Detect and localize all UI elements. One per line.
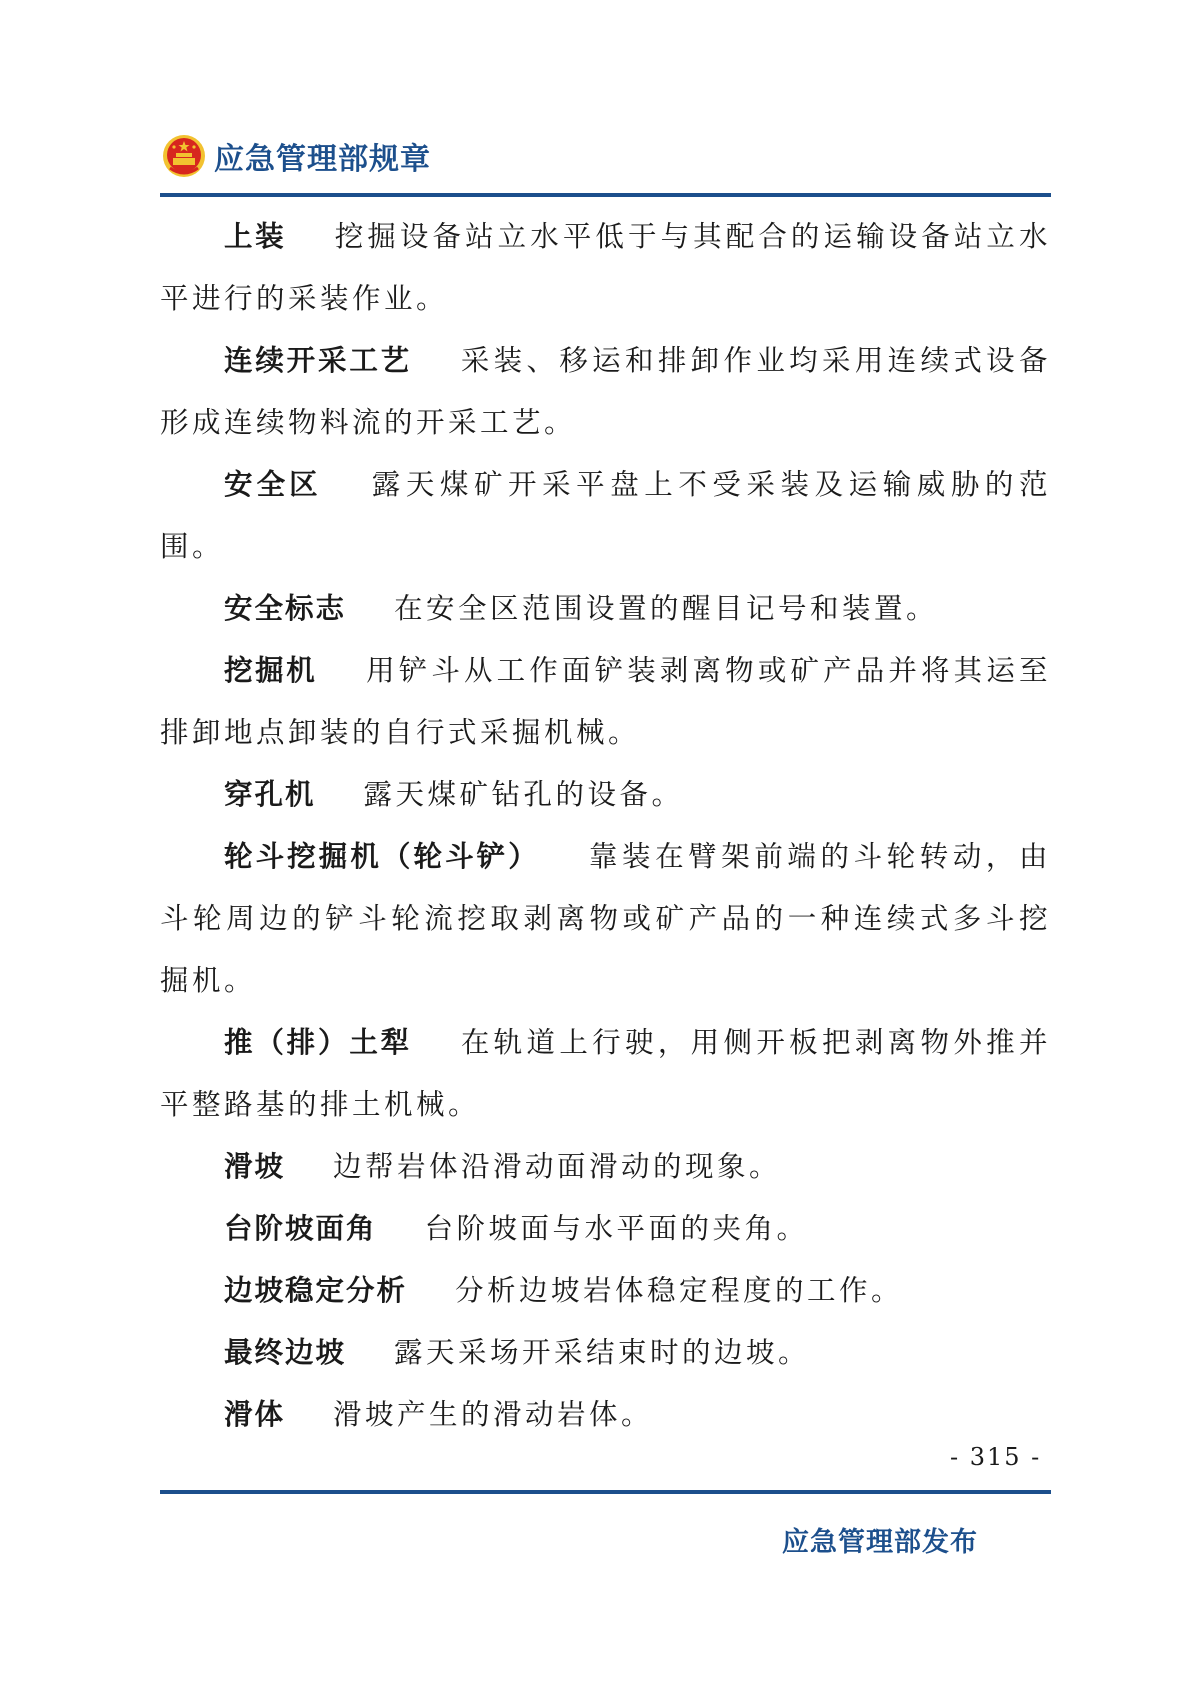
glossary-entry — [160, 764, 1051, 826]
glossary-entry — [160, 1384, 1051, 1446]
national-emblem-icon — [162, 134, 206, 178]
entry-definition: 滑坡产生的滑动岩体。 — [333, 1398, 654, 1431]
glossary-entry — [160, 578, 1051, 640]
entry-term: 安全标志 — [224, 592, 347, 625]
entry-definition: 采装、移运和排卸作业均采用连续式设备形成连续物料流的开采工艺。 — [160, 344, 1051, 439]
entry-term: 轮斗挖掘机（轮斗铲） — [224, 840, 540, 873]
page-number: - 315 - — [950, 1443, 1042, 1471]
entry-definition: 在轨道上行驶，用侧开板把剥离物外推并平整路基的排土机械。 — [160, 1026, 1051, 1121]
entry-definition: 露天煤矿钻孔的设备。 — [363, 778, 684, 811]
glossary-entry — [160, 1012, 1051, 1136]
entry-definition: 挖掘设备站立水平低于与其配合的运输设备站立水平进行的采装作业。 — [160, 220, 1051, 315]
entry-term: 连续开采工艺 — [224, 344, 412, 377]
glossary-content — [160, 206, 1051, 1446]
entry-term: 滑坡 — [224, 1150, 286, 1183]
entry-term: 挖掘机 — [224, 654, 318, 687]
glossary-entry — [160, 640, 1051, 764]
glossary-entry — [160, 1136, 1051, 1198]
entry-definition: 台阶坡面与水平面的夹角。 — [424, 1212, 809, 1245]
glossary-entry — [160, 1198, 1051, 1260]
footer-publisher: 应急管理部发布 — [782, 1527, 978, 1558]
glossary-entry — [160, 206, 1051, 330]
entry-definition: 分析边坡岩体稳定程度的工作。 — [455, 1274, 904, 1307]
entry-term: 滑体 — [224, 1398, 286, 1431]
entry-definition: 边帮岩体沿滑动面滑动的现象。 — [333, 1150, 782, 1183]
glossary-entry — [160, 454, 1051, 578]
glossary-entry — [160, 1260, 1051, 1322]
glossary-entry — [160, 1322, 1051, 1384]
entry-term: 台阶坡面角 — [224, 1212, 377, 1245]
page-header — [162, 126, 431, 186]
glossary-entry — [160, 330, 1051, 454]
entry-term: 安全区 — [224, 468, 322, 501]
entry-term: 最终边坡 — [224, 1336, 347, 1369]
header-divider — [160, 193, 1051, 197]
entry-term: 边坡稳定分析 — [224, 1274, 408, 1307]
header-title: 应急管理部规章 — [214, 142, 431, 177]
entry-term: 推（排）土犁 — [224, 1026, 412, 1059]
footer-divider — [160, 1490, 1051, 1494]
entry-definition: 露天煤矿开采平盘上不受采装及运输威胁的范围。 — [160, 468, 1051, 563]
entry-definition: 在安全区范围设置的醒目记号和装置。 — [394, 592, 939, 625]
entry-definition: 露天采场开采结束时的边坡。 — [394, 1336, 811, 1369]
entry-definition: 用铲斗从工作面铲装剥离物或矿产品并将其运至排卸地点卸装的自行式采掘机械。 — [160, 654, 1051, 749]
glossary-entry — [160, 826, 1051, 1012]
entry-term: 上装 — [224, 220, 287, 253]
entry-term: 穿孔机 — [224, 778, 316, 811]
entry-definition: 靠装在臂架前端的斗轮转动，由斗轮周边的铲斗轮流挖取剥离物或矿产品的一种连续式多斗挖掘机。 — [160, 840, 1051, 997]
